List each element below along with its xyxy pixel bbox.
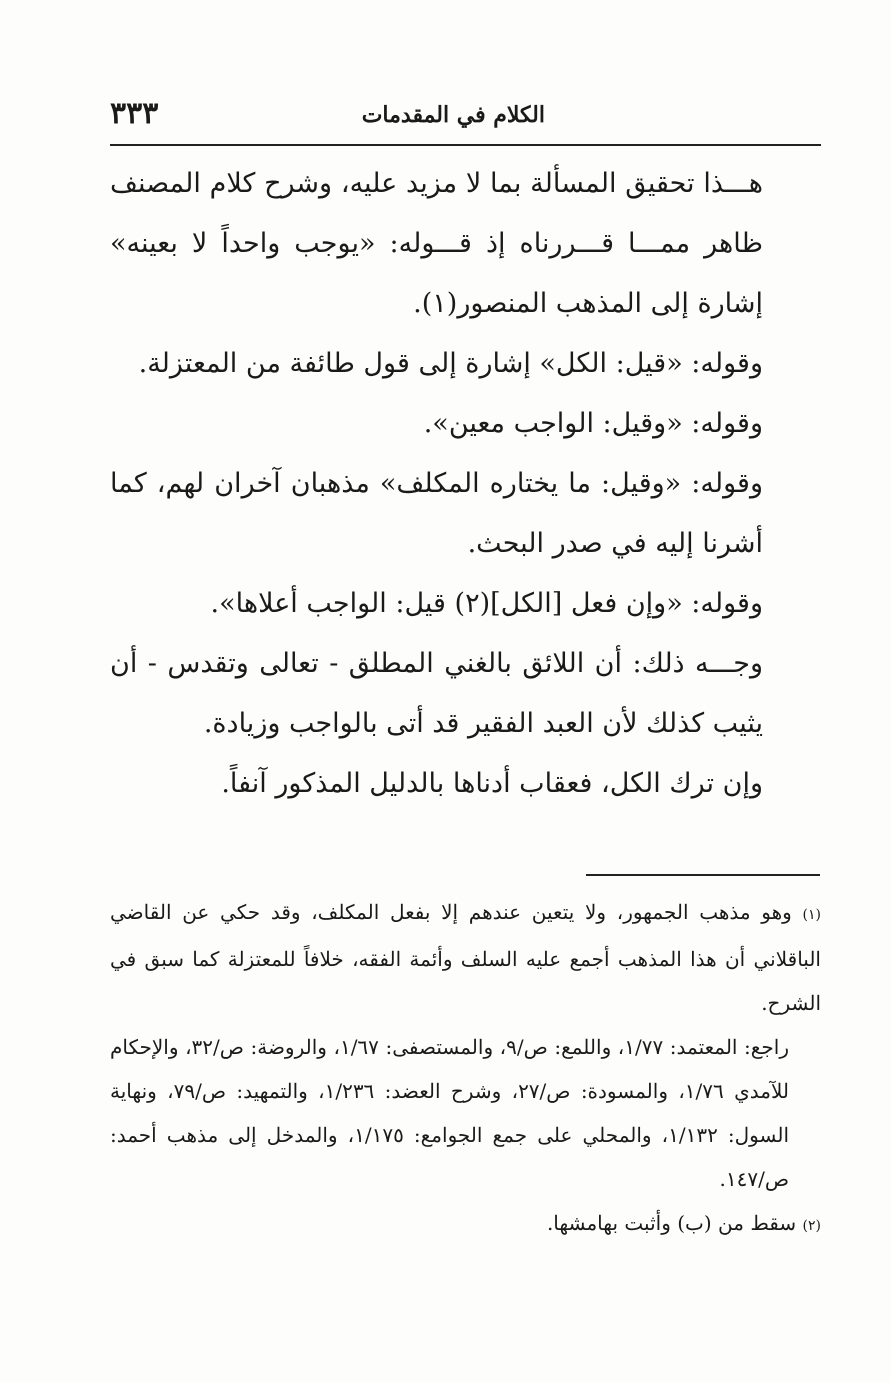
- paragraph-chosen: وقوله: «وقيل: ما يختاره المكلف» مذهبان آخران لهم، كما أشرنا إليه في صدر البحث.: [110, 468, 763, 559]
- page-number: ٣٣٣: [110, 96, 159, 131]
- footnote-separator: [586, 874, 820, 876]
- footnote-1: [110, 890, 821, 1025]
- footnote-1-references: راجع: المعتمد: ١/٧٧، واللمع: ص/٩، والمستصفى: ١/٦٧، والروضة: ص/٣٢، والإحكام للآمدي ١/٧٦، والمسودة: ص/٢٧، وشرح العضد: ١/٢٣٦، والتمهيد: ص/٧٩، ونهاية السول: ١/١٣٢، والمحلي على جمع الجوامع: ١/١٧٥، والمدخل إلى مذهب أحمد: ص/١٤٧.: [110, 1035, 790, 1191]
- footnote-2: [110, 1201, 821, 1248]
- footnote-1-marker: (١): [802, 907, 822, 923]
- footnote-1-text: وهو مذهب الجمهور، ولا يتعين عندهم إلا بفعل المكلف، وقد حكي عن القاضي الباقلاني أن هذا المذهب أجمع عليه السلف وأئمة الفقه، خلافاً للمعتزلة كما سبق في الشرح.: [110, 900, 821, 1015]
- paragraph-intro: هـــذا تحقيق المسألة بما لا مزيد عليه، وشرح كلام المصنف ظاهر ممـــا قـــررناه إذ قـــوله: «يوجب واحداً لا بعينه» إشارة إلى المذهب المنصور(١).: [110, 168, 763, 319]
- footnote-2-marker: (٢): [802, 1218, 821, 1234]
- paragraph-reason: وجـــه ذلك: أن اللائق بالغني المطلق - تعالى وتقدس - أن يثيب كذلك لأن العبد الفقير قد أتى بالواجب وزيادة.: [110, 648, 763, 739]
- paragraph-did-all: وقوله: «وإن فعل [الكل](٢) قيل: الواجب أعلاها».: [210, 588, 763, 619]
- running-header: [110, 88, 821, 148]
- paragraph-all: وقوله: «قيل: الكل» إشارة إلى قول طائفة من المعتزلة.: [138, 348, 763, 379]
- footnotes: [110, 890, 821, 1248]
- header-rule: [110, 144, 821, 146]
- header-title: الكلام في المقدمات: [361, 102, 545, 128]
- paragraph-left-all: وإن ترك الكل، فعقاب أدناها بالدليل المذكور آنفاً.: [221, 768, 763, 799]
- footnote-2-text: سقط من (ب) وأثبت بهامشها.: [546, 1211, 797, 1235]
- main-text: [110, 154, 821, 814]
- paragraph-specific: وقوله: «وقيل: الواجب معين».: [423, 408, 763, 439]
